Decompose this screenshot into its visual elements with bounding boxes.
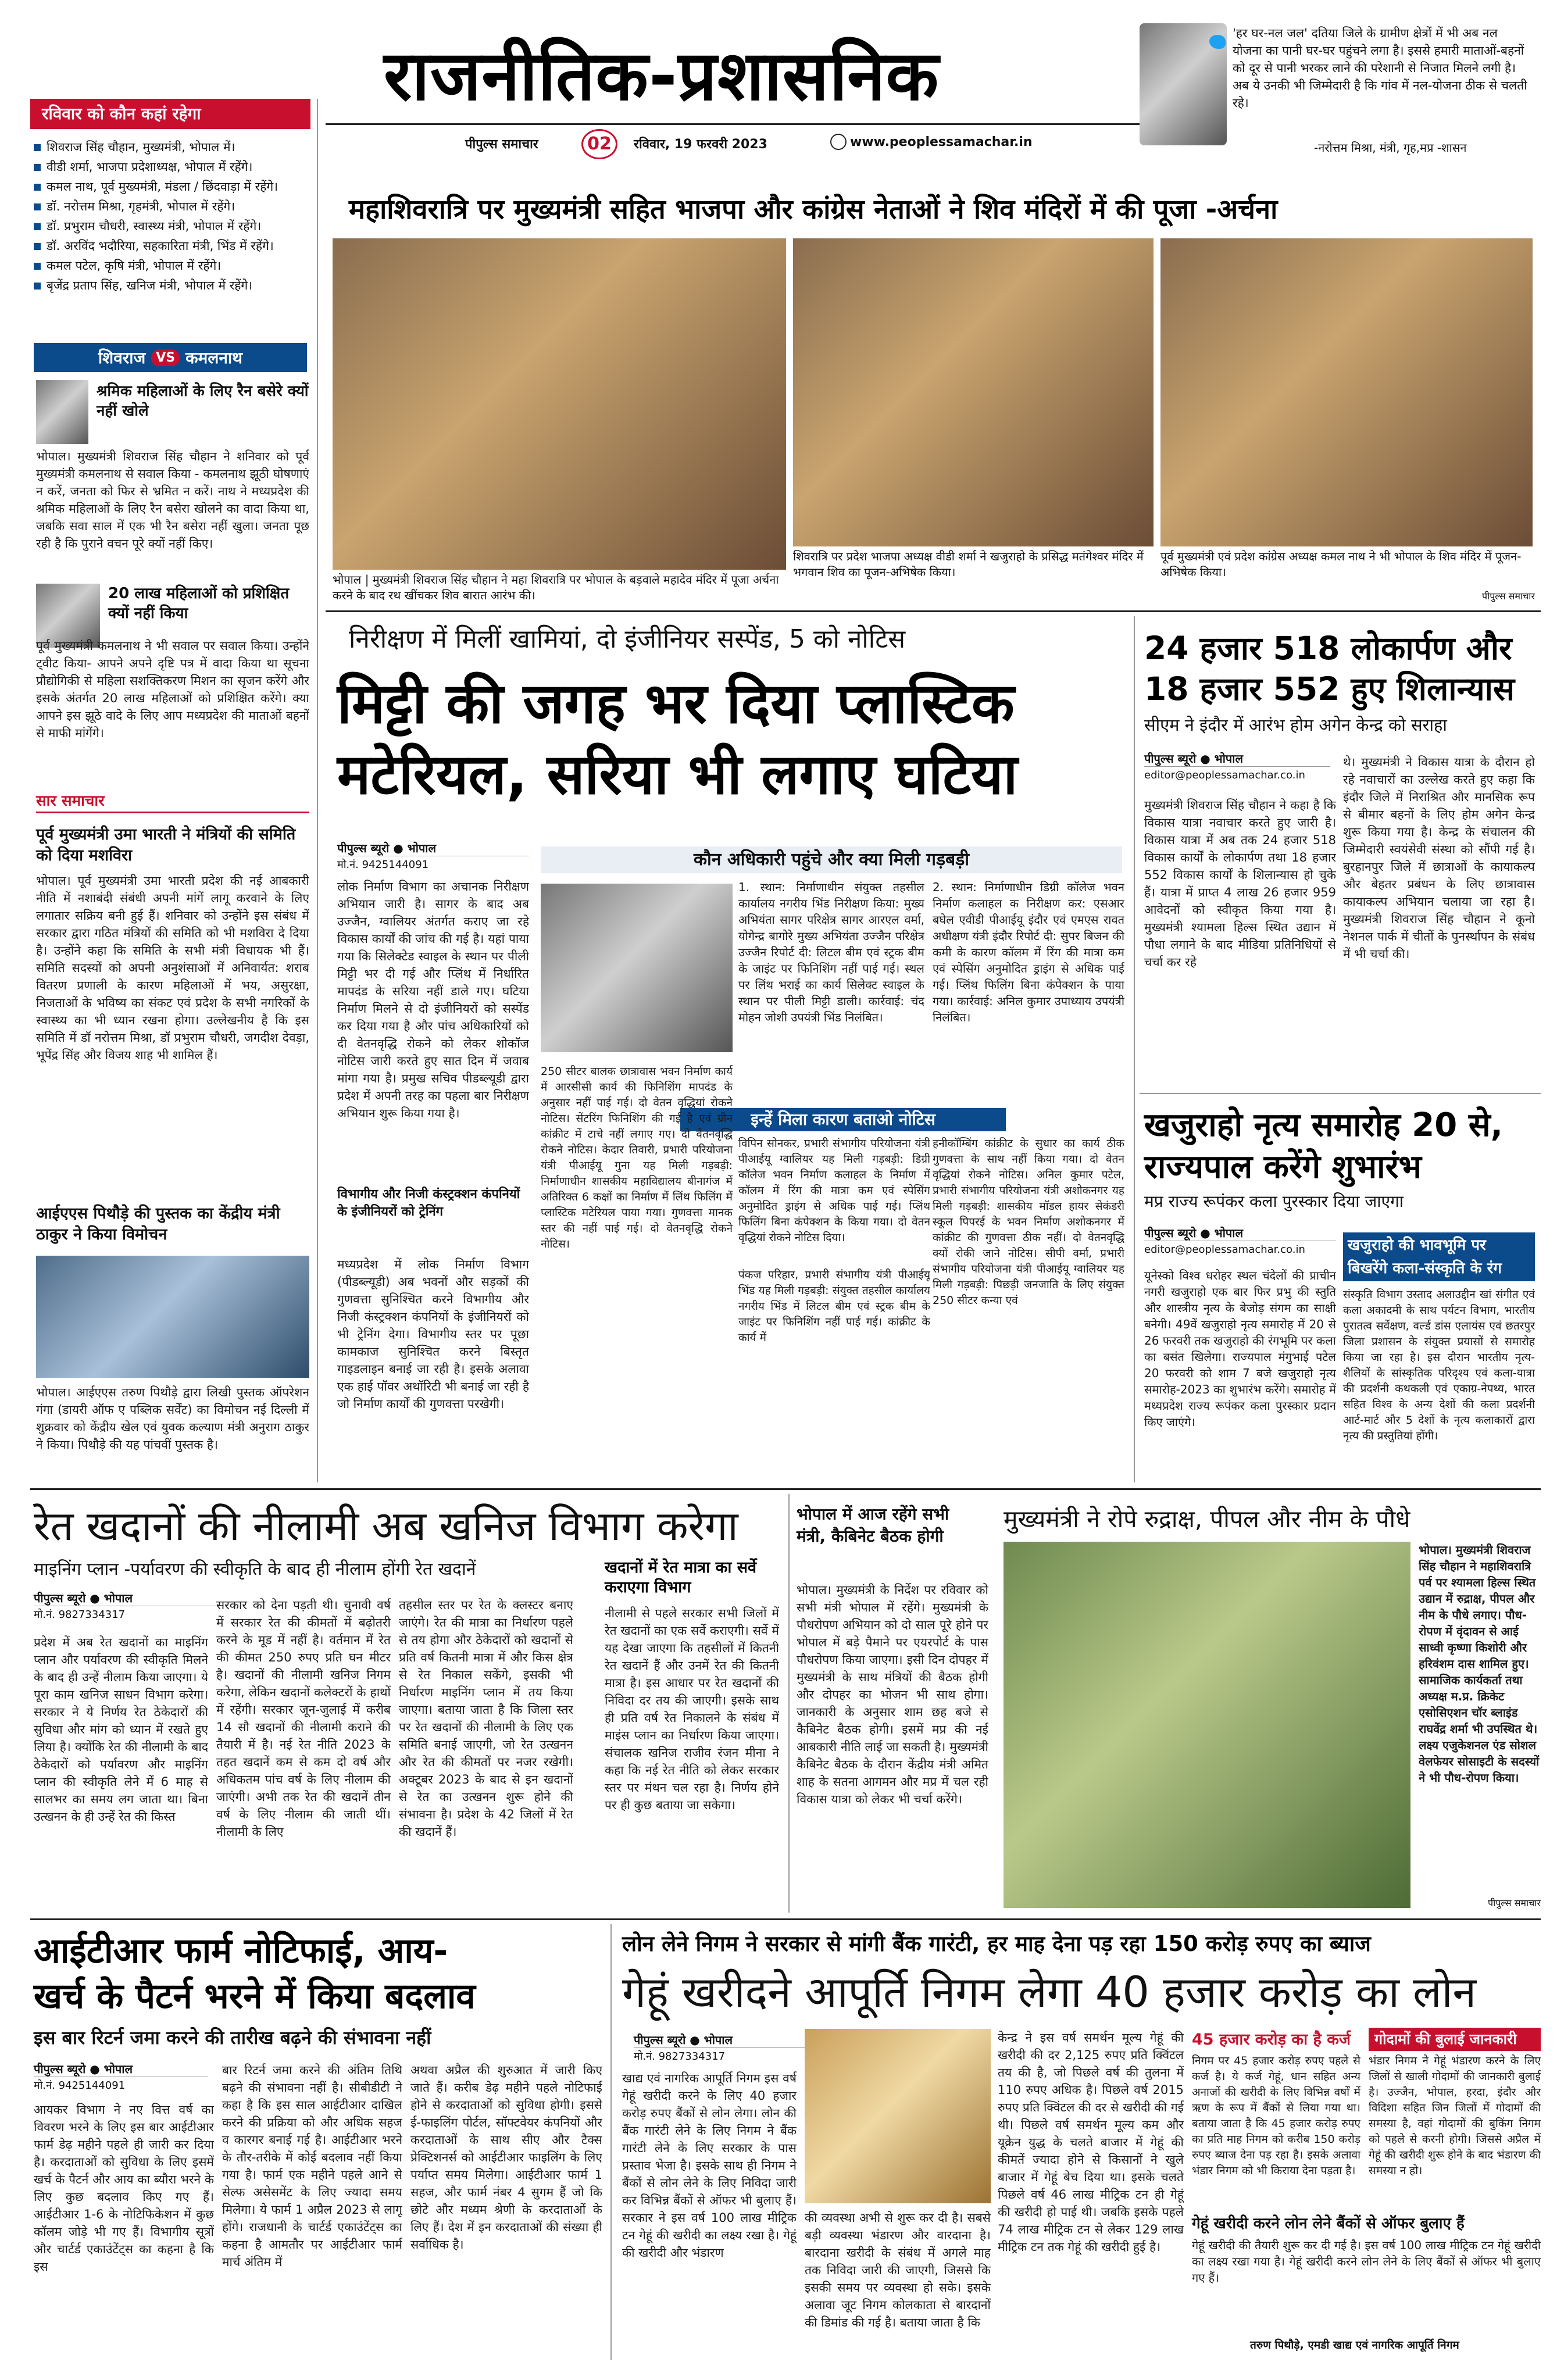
divider-lower	[30, 1918, 1541, 1920]
list-item: कमल नाथ, पूर्व मुख्यमंत्री, मंडला / छिंदवाड़ा में रहेंगे।	[34, 177, 313, 196]
sand-byline	[34, 1591, 226, 1623]
who-2: 2. स्थान: निर्माणाधीन डिग्री कॉलेज भवन निर्माण कलाहल क निरीक्षण कर: एसआर बघेल एवीडी पीआईयू इंदौर एवं एमएस रावत अधीक्षण यंत्री इंदौर रिपोर्ट दी: सुपर बिजन की कमी के कारण कॉलम में रिंग की मात्रा कम एवं स्पेसिंग अनुमोदित ड्राइंग से अधिक पाई गई। प्लिंथ फिलिंग बिना कंपेक्शन के पाया गया। कार्रवाई: अनिल कुमार उपाध्याय उपयंत्री निलंबित।	[933, 880, 1124, 1024]
khajuraho-box-body: संस्कृति विभाग उस्ताद अलाउद्दीन खां संगीत एवं कला अकादमी के साथ पर्यटन विभाग, भारतीय पुरातत्व सर्वेक्षण, वर्ल्ड डांस एलायंस एवं छतरपुर जिला प्रशासन के संयुक्त प्रयासों से समारोह किया जा रहा है। इस दौरान भारतीय नृत्य-शैलियों के सांस्कृतिक परिदृश्य एवं कला-यात्रा की प्रदर्शनी कथकली एवं एकाग्र-नेपथ्य, भारत सहित विश्व के अन्य देशों की कला प्रदर्शनी आर्ट-मार्ट और 5 देशों के नृत्य कलाकारों द्वारा नृत्य की प्रस्तुतियां होंगी।	[1343, 1288, 1535, 1442]
list-item: बृजेंद्र प्रताप सिंह, खनिज मंत्री, भोपाल में रहेंगे।	[34, 276, 313, 295]
paper-name: पीपुल्स समाचार	[465, 137, 538, 152]
sand-box-body: नीलामी से पहले सरकार सभी जिलों में रेत खदानों का एक सर्वे कराएगी। सर्वे में यह देखा जाएगा कि तहसीलों में कितनी रेत खदानें हैं और उनमें रेत की कितनी मात्रा है। इस आधार पर रेत खदानों की निविदा दर तय की जाएगी। इसके साथ ही प्रति वर्ष रेत निकालने के संबंध में माइंस प्लान का निर्धारण किया जाएगा। संचालक खनिज राजीव रंजन मीना ने कहा कि नई रेत नीति को लेकर सरकार स्तर पर मंथन चल रहा है। निर्णय होने पर ही कुछ बताया जा सकेगा।	[605, 1606, 779, 1812]
caption-shivraj: भोपाल | मुख्यमंत्री शिवराज सिंह चौहान ने महा शिवरात्रि पर भोपाल के बड़वाले महादेव मंदिर में पूजा अर्चना करने के बाद रथ खींचकर शिव बारात आरंभ की।	[333, 573, 779, 602]
loan-body-2: की व्यवस्था अभी से शुरू कर दी है। सबसे बड़ी व्यवस्था भंडारण और वारदाना है। बारदाना खरीदी के संबंध में अगले माह तक निविदा जारी की जाएगी, जिससे कि इसकी समय पर व्यवस्था हो सके। इसके अलावा जूट निगम कोलकाता से बारदानों की डिमांड की गई है। बताया जाता है कि	[805, 2211, 991, 2329]
twitter-icon	[1209, 35, 1226, 49]
notice-3: हनीकॉम्बिंग कांक्रीट के सुधार का कार्य ठीक गुणवत्ता के साथ नहीं किया गया। दो वेतन वृद्धियां रोकने नोटिस। अनिल कुमार पटेल, प्रभारी संभागीय परियोजना यंत्री अशोकनगर यह मिली गड़बड़ी: शासकीय माॅडल हायर सेकंडरी स्कूल पिपरई के भवन निर्माण अशोकनगर में कांक्रीट की गुणवत्ता ठीक नहीं। दो वेतनवृद्धि क्यों रोकी जाने नोटिस। सीपी वर्मा, प्रभारी संभागीय परियोजना यंत्री पीआईयू ग्वालियर यह मिली गड़बड़ी: पिछड़ी जनजाति के लिए संयुक्त 250 सीटर कन्या एवं	[933, 1137, 1124, 1307]
vs2-headline: 20 लाख महिलाओं को प्रशिक्षित क्यों नहीं किया	[108, 585, 290, 622]
vs-banner	[34, 343, 307, 372]
book-headline: आईएएस पिथौड़े की पुस्तक का केंद्रीय मंत्री ठाकुर ने किया विमोचन	[36, 1205, 280, 1243]
lokarpan-headline: 24 हजार 518 लोकार्पण और 18 हजार 552 हुए शिलान्यास	[1144, 630, 1515, 707]
divider-top-story	[326, 610, 1541, 612]
list-item: वीडी शर्मा, भाजपा प्रदेशाध्यक्ष, भोपाल में रहेंगे।	[34, 157, 313, 177]
loan-box3-body: गेहूं खरीदी की तैयारी शुरू कर दी गई है। इस वर्ष 100 लाख मीट्रिक टन गेहूं खरीदी का लक्ष्य रखा गया है। गेहूं खरीदी करने लोन लेने के लिए बैंकों से ऑफर भी बुलाए गए हैं।	[1192, 2238, 1541, 2285]
kamalnath-temple-photo	[1160, 238, 1533, 546]
vs1-body: भोपाल। मुख्यमंत्री शिवराज सिंह चौहान ने शनिवार को पूर्व मुख्यमंत्री कमलनाथ से सवाल किया - कमलनाथ झूठी घोषणाएं न करें, जनता को फिर से भ्रमित न करें। नाथ ने मध्यप्रदेश की श्रमिक महिलाओं के लिए रैन बसेरा खोलने का वादा किया था, जबकि सवा साल में एक भी रैन बसेरा नहीं खुला। जनता पूछ रही है कि पुराने वचन पूरे क्यों नहीं किए।	[36, 449, 309, 551]
tweet-text: 'हर घर-नल जल' दतिया जिले के ग्रामीण क्षेत्रों में भी अब नल योजना का पानी घर-घर पहुंचने लगा है। इससे हमारी माताओं-बहनों को दूर से पानी भरकर लाने की परेशानी से निजात मिलने लगी है। अब ये उनकी भी जिम्मेदारी है कि गांव में नल-योजना ठीक से चलती रहे।	[1233, 26, 1527, 110]
loan-body-3: केन्द्र ने इस वर्ष समर्थन मूल्य गेहूं की खरीदी की दर 2,125 रुपए प्रति क्विंटल तय की है, जो पिछले वर्ष की तुलना में 110 रुपए अधिक है। पिछले वर्ष 2015 रुपए प्रति क्विंटल की दर से खरीदी की गई थी। पिछले वर्ष समर्थन मूल्य कम और यूक्रेन युद्ध के चलते बाजार में गेहूं की कीमतें ज्यादा होने से किसानों ने खुले बाजार में गेहूं बेच दिया था। इसके चलते पिछले वर्ष 46 लाख मीट्रिक टन ही गेहूं की खरीदी हो पाई थी। जबकि इसके पहले 74 लाख मीट्रिक टन से लेकर 129 लाख मीट्रिक टन तक गेहूं की खरीदी हुई है।	[998, 2031, 1184, 2254]
plastic-kicker: निरीक्षण में मिलीं खामियां, दो इंजीनियर सस्पेंड, 5 को नोटिस	[349, 624, 906, 654]
globe-icon	[830, 134, 847, 150]
notice-1: विपिन सोनकर, प्रभारी संभागीय परियोजना यंत्री पीआईयू ग्वालियर यह मिली गड़बड़ी: डिग्री कॉलेज भवन निर्माण कलाहल के निर्माण में कॉलम में रिंग की मात्रा कम एवं स्पेसिंग अनुमोदित ड्राइंग से अधिक पाई गई। प्लिंथ फिलिंग बिना कंपेक्शन के किया गया। दो वेतन वृद्धियां रोकने नोटिस दिया।	[738, 1137, 930, 1244]
shivraj-portrait	[36, 380, 88, 444]
tree-planting-photo	[1004, 1542, 1410, 1908]
sand-subhead: माइनिंग प्लान -पर्यावरण की स्वीकृति के बाद ही नीलाम होंगी रेत खदानें	[34, 1559, 476, 1579]
khajuraho-byline	[1144, 1225, 1336, 1257]
divider-itr	[610, 1924, 612, 2360]
khajuraho-body: यूनेस्को विश्व धरोहर स्थल चंदेलों की प्राचीन नगरी खजुराहो एक बार फिर प्रभु की स्तुति और शास्त्रीय नृत्य के बेजोड़ संगम का साक्षी बनेगी। 49वें खजुराहो नृत्य समारोह में 20 से 26 फरवरी तक खजुराहो की रंगभूमि पर कला का बसंत खिलेगा। राज्यपाल मंगुभाई पटेल 20 फरवरी को शाम 7 बजे खजुराहो नृत्य समारोह-2023 का शुभारंभ करेंगे। समारोह में मध्यप्रदेश राज्य रूपंकर कला पुरस्कार प्रदान किए जाएंगे।	[1144, 1268, 1336, 1429]
plastic-headline-2: मटेरियल, सरिया भी लगाए घटिया	[337, 742, 1018, 807]
vs-left: शिवराज	[98, 348, 146, 367]
list-item: डॉ. अरविंद भदौरिया, सहकारिता मंत्री, भिंड में रहेंगे।	[34, 236, 313, 256]
divider-middle	[30, 1488, 1541, 1490]
itr-headline-1: आईटीआर फार्म नोटिफाई, आय-	[34, 1931, 448, 1971]
lokarpan-byline	[1144, 751, 1330, 783]
khajuraho-box-head: खजुराहो की भावभूमि पर बिखरेंगे कला-संस्कृति के रंग	[1343, 1232, 1535, 1281]
sand-headline: रेत खदानों की नीलामी अब खनिज विभाग करेगा	[34, 1502, 738, 1550]
lokarpan-subhead: सीएम ने इंदौर में आरंभ होम अगेन केन्द्र को सराहा	[1144, 715, 1447, 735]
plastic-sub-body: मध्यप्रदेश में लोक निर्माण विभाग (पीडब्ल्यूडी) अब भवनों और सड़कों की गुणवत्ता सुनिश्चित करने विभागीय और निजी कंस्ट्रक्शन कंपनियों के इंजीनियरों को भी ट्रेनिंग देगा। विभागीय स्तर पर पूछा कामकाज सुनिश्चित करने बिस्तृत गाइडलाइन बनाई जा रही है। इसके अलावा एक हाई पॉवर अथॉरिटी भी बनाई जा रही है जो निर्माण कार्यों की गुणवत्ता परखेगी।	[337, 1257, 529, 1411]
plastic-byline	[337, 841, 529, 873]
sand-body-1: प्रदेश में अब रेत खदानों का माइनिंग प्लान और पर्यावरण की स्वीकृति मिलने के बाद ही उन्हें नीलाम किया जाएगा। ये पूरा काम खनिज साधन विभाग करेगा। सरकार ने ये निर्णय रेत ठेकेदारों की सुविधा और मांग को ध्यान में रखते हुए लिया है। क्योंकि रेत की नीलामी के बाद ठेकेदारों को पर्यावरण और माइनिंग प्लान की स्वीकृति लेने में 6 माह से सालभर का समय लग जाता था। बिना उत्खनन के ही उन्हें रेत की किस्त	[34, 1635, 208, 1824]
itr-body-3: अथवा अप्रैल की शुरुआत में जारी किए जाते हैं। करीब डेढ़ महीने पहले नोटिफाई होने से करदाताओं को सुविधा होगी। इससे ई-फाइलिंग पोर्टल, सॉफ्टवेयर कंपनियों और करदाताओं के साथ सीए और टैक्स प्रेक्टिशनर्स को आईटीआर फाइलिंग के लिए पर्याप्त समय मिलेगा। आईटीआर फार्म 1 सहज, और फार्म नंबर 4 सुगम हैं जो कि छोटे और मध्यम श्रेणी के करदाताओं के लिए हैं। देश में इन करदाताओं की संख्या ही सर्वाधिक है।	[410, 2063, 602, 2252]
byline-phone: मो.नं. 9827334317	[634, 2047, 808, 2064]
byline-email: editor@peoplessamachar.co.in	[1144, 1241, 1336, 1257]
saar-rule	[36, 812, 309, 813]
list-item: डॉ. नरोत्तम मिश्रा, गृहमंत्री, भोपाल में रहेंगे।	[34, 196, 313, 216]
saar-label: सार समाचार	[36, 792, 105, 810]
vs1-headline: श्रमिक महिलाओं के लिए रैन बसेरे क्यों नहीं खोले	[97, 383, 309, 420]
sand-box-head: खदानों में रेत मात्रा का सर्वे कराएगा विभाग	[605, 1559, 757, 1596]
notice-4: 250 सीटर बालक छात्रावास भवन निर्माण कार्य में आरसीसी कार्य की फिनिशिंग मापदंड के अनुसार नहीं पाई गई। दो वेतन वृद्धियां रोकने नोटिस। सेंटरिंग फिनिशिंग की गई है एवं ग्रीन कांक्रीट में टाचे नहीं लगाए गए। दो वेतनवृद्धि रोकने नोटिस। केदार तिवारी, प्रभारी परियोजना यंत्री पीआईयू गुना यह मिली गड़बड़ी: निर्माणाधीन शासकीय महाविद्यालय बीनागंज में अतिरिक्त 6 कक्षों का निर्माण में लिंथ फिलिंग में प्लास्टिक मटेरियल पाया गया। गुणवत्ता मानक स्तर की नहीं पाई गई। दो वेतनवृद्धि रोकने नोटिस।	[541, 1065, 733, 1250]
vs2-body: पूर्व मुख्यमंत्री कमलनाथ ने भी सवाल पर सवाल किया। उन्होंने ट्वीट किया- आपने अपने दृष्टि पत्र में वादा किया था सूचना प्रौद्योगिकी से महिला सशक्तिकरण मिशन का सृजन करेंगे और इसके अंतर्गत 20 लाख महिलाओं को प्रशिक्षित करेंगे। क्या आपने इस झूठे वादे के लिए आप मध्यप्रदेश की माताओं बहनों से माफी मांगेंगे।	[36, 639, 309, 740]
who-1: 1. स्थान: निर्माणाधीन संयुक्त तहसील कार्यालय नगरीय भिंड निरीक्षण किया: मुख्य अभियंता सागर परिक्षेत्र सागर आरएल वर्मा, योगेन्द्र बागोरे मुख्य अभियंता उज्जैन परिक्षेत्र उज्जैन रिपोर्ट दी: लिटल बीम एवं स्ट्रक बीम के जाइंट पर फिनिशिंग नहीं पाई गई। स्थल पर लिंथ भराई का कार्य सिलेक्ट स्वाइल के स्थान पर पीली मिट्टी डाली। कार्रवाई: चंद मोहन जोशी उपयंत्री भिंड निलंबित।	[738, 880, 924, 1024]
who-label: कौन अधिकारी पहुंचे और क्या मिली गड़बड़ी	[541, 846, 1122, 873]
wheat-sack-photo	[805, 2029, 991, 2203]
book-body: भोपाल। आईएएस तरुण पिथौड़े द्वारा लिखी पुस्तक ऑपरेशन गंगा (डायरी ऑफ ए पब्लिक सर्वेंट) का विमोचन नई दिल्ली में शुक्रवार को केंद्रीय खेल एवं युवक कल्याण मंत्री अनुराग ठाकुर ने किया। पिथौड़े की यह पांचवीं पुस्तक है।	[36, 1385, 309, 1452]
website-link[interactable]: www.peoplessamachar.in	[850, 135, 1033, 149]
section-title: राजनीतिक-प्रशासनिक	[384, 35, 940, 116]
schedule-list	[34, 137, 313, 295]
sand-body-2: सरकार को देना पड़ती थी। चुनावी वर्ष में सरकार रेत की कीमतों में बढ़ोतरी करने के मूड में नहीं है। वर्तमान में रेत की कीमत 250 रुपए प्रति घन मीटर है। खदानों की नीलामी खनिज निगम करेगा, लेकिन खदानों कलेक्टरों के हाथों में रहेंगी। सरकार जून-जुलाई में करीब 14 सौ खदानों की नीलामी कराने की तैयारी में है। नई रेत नीति 2023 के तहत खदानें कम से कम दो वर्ष और अधिकतम पांच वर्ष के लिए नीलाम की जाएंगी। अभी तक रेत की खदानें तीन वर्ष के लिए नीलाम की जाती थीं। नीलामी के लिए	[216, 1598, 391, 1839]
photo-credit: पीपुल्स समाचार	[1481, 591, 1535, 602]
itr-body-2: बार रिटर्न जमा करने की अंतिम तिथि बढ़ने की संभावना नहीं है। सीबीडीटी ने कहा है कि इस साल आईटीआर दाखिल करने की प्रक्रिया को और अधिक सहज व कारगर बनाई गई है। आईटीआर भरने के तौर-तरीके में कोई बदलाव नहीं किया गया है। फार्म एक महीने पहले आने से सेल्फ असेसमेंट के लिए ज्यादा समय मिलेगा। ये फार्म 1 अप्रैल 2023 से लागू होंगे। राजधानी के चार्टर्ड एकाउंटेंट्स का कहना है आमतौर पर आईटीआर फार्म मार्च अंतिम में	[222, 2063, 402, 2269]
byline-phone: मो.नं. 9425144091	[337, 856, 529, 873]
loan-byline	[634, 2032, 808, 2064]
issue-date: रविवार, 19 फरवरी 2023	[634, 137, 767, 152]
list-item: डॉ. प्रभुराम चौधरी, स्वास्थ्य मंत्री, भोपाल में रहेंगे।	[34, 216, 313, 236]
loan-headline: गेहूं खरीदने आपूर्ति निगम लेगा 40 हजार करोड़ का लोन	[622, 1968, 1477, 2017]
byline-email: editor@peoplessamachar.co.in	[1144, 766, 1330, 783]
divider-lokarpan	[1140, 1093, 1541, 1094]
plastic-body: लोक निर्माण विभाग का अचानक निरीक्षण अभियान जारी है। सागर के बाद अब उज्जैन, ग्वालियर अंतर्गत कराए जा रहे विकास कार्यों की जांच की गई है। यहां पाया गया कि सिलेक्टेड स्वाइल के स्थान पर पीली मिट्टी भर दी गई और प्लिंथ में निर्धारित मापदंड के सरिया नहीं डाले गए। घटिया निर्माण मिलने से दो इंजीनियरों को सस्पेंड कर दिया गया है और पांच अधिकारियों को दी वेतनवृद्धि रोकने को लेकर शोकॉज नोटिस जारी करते हुए सात दिन में जवाब मांगा गया है। प्रमुख सचिव पीडब्ल्यूडी द्वारा प्रदेश में अपनी तरह का पहला बार निरीक्षण अभियान शुरू किया गया है।	[337, 880, 529, 1120]
plant-photo-credit: पीपुल्स समाचार	[1487, 1897, 1541, 1909]
khajuraho-headline: खजुराहो नृत्य समारोह 20 से, राज्यपाल करेंगे शुभारंभ	[1144, 1106, 1503, 1186]
list-item: शिवराज सिंह चौहान, मुख्यमंत्री, भोपाल में।	[34, 137, 313, 157]
khajuraho-subhead: मप्र राज्य रूपंकर कला पुरस्कार दिया जाएगा	[1144, 1192, 1404, 1211]
itr-byline	[34, 2061, 208, 2093]
book-launch-photo	[36, 1256, 309, 1378]
list-item: कमल पटेल, कृषि मंत्री, भोपाल में रहेंगे।	[34, 256, 313, 276]
vs-badge: VS	[151, 349, 180, 366]
notice-2: पंकज परिहार, प्रभारी संभागीय यंत्री पीआईयू भिंड यह मिली गड़बड़ी: संयुक्त तहसील कार्यालय नगरीय भिंड में लिटल बीम एवं स्ट्रक बीम के जाइंट पर फिनिशिंग नहीं पाई गई। कांक्रीट के कार्य में	[738, 1268, 930, 1344]
caption-kamalnath: पूर्व मुख्यमंत्री एवं प्रदेश कांग्रेस अध्यक्ष कमल नाथ ने भी भोपाल के शिव मंदिर में पूजन-अभिषेक किया।	[1160, 549, 1522, 579]
divider-right-column	[1134, 616, 1135, 1482]
top-story-headline: महाशिवरात्रि पर मुख्यमंत्री सहित भाजपा और कांग्रेस नेताओं ने शिव मंदिरों में की पूजा -अर्चना	[349, 194, 1278, 226]
vdsharma-temple-photo	[793, 238, 1154, 546]
loan-box1-body: निगम पर 45 हजार करोड़ रुपए पहले से कर्ज है। ये कर्ज गेहूं, धान सहित अन्य अनाजों की खरीदी के लिए विभिन्न वर्षों में ऋण के रूप में बैंकों से लिया गया था। बताया जाता है कि 45 हजार करोड़ रुपए का प्रति माह निगम को करीब 150 करोड़ रुपए ब्याज देना पड़ रहा है। इसके अलावा भंडार निगम को भी किराया देना पड़ता है।	[1192, 2054, 1360, 2177]
cabinet-headline: भोपाल में आज रहेंगे सभी मंत्री, कैबिनेट बैठक होगी	[797, 1505, 949, 1546]
shivraj-temple-photo	[333, 238, 786, 570]
loan-box2-head: गोदामों की बुलाई जानकारी	[1369, 2028, 1541, 2051]
itr-headline-2: खर्च के पैटर्न भरने में किया बदलाव	[34, 1976, 476, 2017]
byline-text: पीपुल्स ब्यूरो ● भोपाल	[1144, 752, 1244, 766]
byline-text: पीपुल्स ब्यूरो ● भोपाल	[1144, 1226, 1244, 1240]
byline-text: पीपुल्स ब्यूरो ● भोपाल	[34, 1591, 133, 1605]
divider-sand	[788, 1494, 790, 1913]
itr-subhead: इस बार रिटर्न जमा करने की तारीख बढ़ने की संभावना नहीं	[34, 2027, 431, 2049]
plastic-subhead: विभागीय और निजी कंस्ट्रक्शन कंपनियों के इंजीनियरों को ट्रेनिंग	[337, 1187, 520, 1219]
sidebar-divider	[317, 99, 318, 1482]
loan-box2-body: भंडार निगम ने गेहूं भंडारण करने के लिए जिलों से खाली गोदामों की जानकारी बुलाई है। उज्जैन, भोपाल, हरदा, इंदौर और विदिशा सहित जिन जिलों में गोदामों की समस्या है, वहां गोदामों की बुकिंग निगम को पहले से करनी होगी। जिससे अप्रैल में गेहूं की खरीदी शुरू होने के बाद भंडारण की समस्या न हो।	[1369, 2054, 1541, 2177]
byline-text: पीपुल्स ब्यूरो ● भोपाल	[337, 841, 437, 855]
byline-text: पीपुल्स ब्यूरो ● भोपाल	[34, 2062, 133, 2076]
byline-phone: मो.नं. 9827334317	[34, 1606, 226, 1623]
loan-kicker: लोन लेने निगम ने सरकार से मांगी बैंक गारंटी, हर माह देना पड़ रहा 150 करोड़ रुपए का ब्याज	[622, 1931, 1371, 1956]
loan-box3-head: गेहूं खरीदी करने लोन लेने बैंकों से ऑफर बुलाए हैं	[1192, 2215, 1465, 2232]
loan-body-1: खाद्य एवं नागरिक आपूर्ति निगम इस वर्ष गेहूं खरीदी करने के लिए 40 हजार करोड़ रुपए बैंकों से लोन लेगा। लोन की बैंक गारंटी लेने के लिए निगम ने बैंक गारंटी लेने के लिए सरकार के पास प्रस्ताव भेजा है। इसके साथ ही निगम ने बैंकों से लोन लेने के लिए निविदा जारी कर विभिन्न बैंकों से ऑफर भी बुलाए हैं। सरकार ने इस वर्ष 100 लाख मीट्रिक टन गेहूं की खरीदी का लक्ष्य रखा है। गेहूं की खरीदी और भंडारण	[622, 2071, 797, 2260]
lokarpan-body-1: मुख्यमंत्री शिवराज सिंह चौहान ने कहा है कि विकास यात्रा नवाचार करते हुए जारी है। विकास यात्रा में अब तक 24 हजार 518 विकास कार्यों के लोकार्पण तथा 18 हजार 552 विकास कार्यों के शिलान्यास हो चुके हैं। यात्रा में प्राप्त 4 लाख 26 हजार 959 आवेदनों को स्वीकृत किया गया है। मुख्यमंत्री श्यामला हिल्स स्थित उद्यान में पौधा लगाने के बाद मीडिया प्रतिनिधियों से चर्चा कर रहे	[1144, 798, 1336, 969]
tweet-author: -नरोत्तम मिश्रा, मंत्री, गृह,मप्र -शासन	[1314, 141, 1467, 155]
loan-box1-head: 45 हजार करोड़ का है कर्ज	[1192, 2031, 1351, 2049]
loan-box3-author: तरुण पिथौड़े, एमडी खाद्य एवं नागरिक आपूर्ति निगम	[1250, 2339, 1459, 2352]
vs-right: कमलनाथ	[185, 348, 243, 367]
byline-text: पीपुल्स ब्यूरो ● भोपाल	[634, 2033, 733, 2047]
byline-phone: मो.नं. 9425144091	[34, 2077, 208, 2093]
uma-headline: पूर्व मुख्यमंत्री उमा भारती ने मंत्रियों की समिति को दिया मशविरा	[36, 826, 296, 864]
plastic-headline-1: मिट्टी की जगह भर दिया प्लास्टिक	[337, 671, 1015, 736]
caption-vdsharma: शिवरात्रि पर प्रदेश भाजपा अध्यक्ष वीडी शर्मा ने खजुराहो के प्रसिद्ध मतंगेश्वर मंदिर में भगवान शिव का पूजन-अभिषेक किया।	[793, 549, 1144, 579]
masthead-rule	[326, 123, 1145, 125]
cabinet-body: भोपाल। मुख्यमंत्री के निर्देश पर रविवार को सभी मंत्री भोपाल में रहेंगे। मुख्यमंत्री के पौधरोपण अभियान को दो साल पूरे होने पर भोपाल में बड़े पैमाने पर एयरपोर्ट के पास पौधरोपण किया जाएगा। इसी दिन दोपहर में मुख्यमंत्री के साथ मंत्रियों की बैठक होगी और दोपहर का भोजन भी साथ होगा। जानकारी के अनुसार शाम छह बजे से कैबिनेट बैठक होगी। इसमें मप्र की नई आबकारी नीति लाई जा सकती है। मुख्यमंत्री कैबिनेट बैठक के दौरान केंद्रीय मंत्री अमित शाह के सतना आगमन और मप्र में चल रही विकास यात्रा को लेकर भी चर्चा करेंगे।	[797, 1583, 988, 1806]
uma-body: भोपाल। पूर्व मुख्यमंत्री उमा भारती प्रदेश की नई आबकारी नीति में नशाबंदी संबंधी अपनी मांगें लागू करवाने के लिए लगातार सक्रिय बनी हुई हैं। शनिवार को उन्होंने इस संबंध में सरकार द्वारा गठित मंत्रियों की समिति को भी मशविरा दे दिया है। उन्होंने कहा कि समिति के सभी मंत्री विधायक भी हैं। समिति सदस्यों को अपनी अनुशंसाओं में अनिवार्यत: शराब वितरण प्रणाली के कारण महिलाओं में भय, असुरक्षा, निजताओं के भविष्य का संकट एवं प्रदेश के सभी नगरिकों के स्वास्थ्य का भी ध्यान रखना होगा। उल्लेखनीय है कि इस समिति में डॉ नरोत्तम मिश्रा, डॉ प्रभुराम चौधरी, जगदीश देवड़ा, भूपेंद्र सिंह और विजय शाह भी शामिल हैं।	[36, 874, 309, 1062]
plant-headline: मुख्यमंत्री ने रोपे रुद्राक्ष, पीपल और नीम के पौधे	[1004, 1505, 1410, 1533]
plant-caption: भोपाल। मुख्यमंत्री शिवराज सिंह चौहान ने महाशिवरात्रि पर्व पर श्यामला हिल्स स्थित उद्यान में रुद्राक्ष, पीपल और नीम के पौधे लगाए। पौध-रोपण में वृंदावन से आई साध्वी कृष्णा किशोरी और हरिवंशम दास शामिल हुए। सामाजिक कार्यकर्ता तथा अध्यक्ष म.प्र. क्रिकेट एसोसिएशन चॉर ब्लाइंड राघवेंद्र शर्मा भी उपस्थित थे। लक्ष्य एजुकेशनल एंड सोशल वेलफेयर सोसाइटी के सदस्यों ने भी पौध-रोपण किया।	[1419, 1543, 1540, 1785]
notice-label: इन्हें मिला कारण बताओ नोटिस	[680, 1108, 1006, 1131]
itr-body-1: आयकर विभाग ने नए वित्त वर्ष का विवरण भरने के लिए इस बार आईटीआर फार्म डेढ़ महीने पहले ही जारी कर दिया है। करदाताओं को सुविधा के लिए इसमें खर्च के पैटर्न और आय का ब्यौरा भरने के लिए कुछ बदलाव किए गए हैं। आईटीआर 1-6 के नोटिफिकेशन में कुछ कॉलम जोड़े भी गए हैं। विभागीय सूत्रों और चार्टर्ड एकाउंटेंट्स का कहना है कि इस	[34, 2103, 214, 2274]
sidebar-schedule-title: रविवार को कौन कहां रहेगा	[30, 99, 310, 129]
lokarpan-body-2: थे। मुख्यमंत्री ने विकास यात्रा के दौरान हो रहे नवाचारों का उल्लेख करते हुए कहा कि इंदौर जिले में निराश्रित और मानसिक रूप से बीमार बहनों के लिए होम अगेन केन्द्र शुरू किया गया है। केन्द्र के संचालन की जिम्मेदारी स्वयंसेवी संस्था को सौंपी गई है। बुरहानपुर जिले में छात्राओं के कायाकल्प और बेहतर प्रबंधन के लिए छात्रावास कायाकल्प अभियान चलाया जा रहा है। मुख्यमंत्री शिवराज सिंह चौहान ने कूनो नेशनल पार्क में चीतों के पुनर्स्थापन के संबंध में भी चर्चा की।	[1343, 755, 1535, 961]
building-photo	[541, 884, 733, 1052]
page-number: 02	[581, 129, 617, 159]
sand-body-3: तहसील स्तर पर रेत के क्लस्टर बनाए जाएंगे। रेत की मात्रा का निर्धारण पहले से तय होगा और ठेकेदारों को खदानों से प्रति वर्ष कितनी मात्रा में और किस क्षेत्र से रेत निकाल सकेंगे, इसकी भी निर्धारण माइनिंग प्लान में तय किया जाएगा। बताया जाता है कि जिला स्तर पर रेत खदानों की नीलामी के लिए एक समिति बनाई जाएगी, जो रेत उत्खनन और रेत की कीमतों पर नजर रखेगी। अक्टूबर 2023 के बाद से इन खदानों से रेत का उत्खनन शुरू होने की संभावना है। प्रदेश के 42 जिलों में रेत की खदानें हैं।	[399, 1598, 573, 1839]
